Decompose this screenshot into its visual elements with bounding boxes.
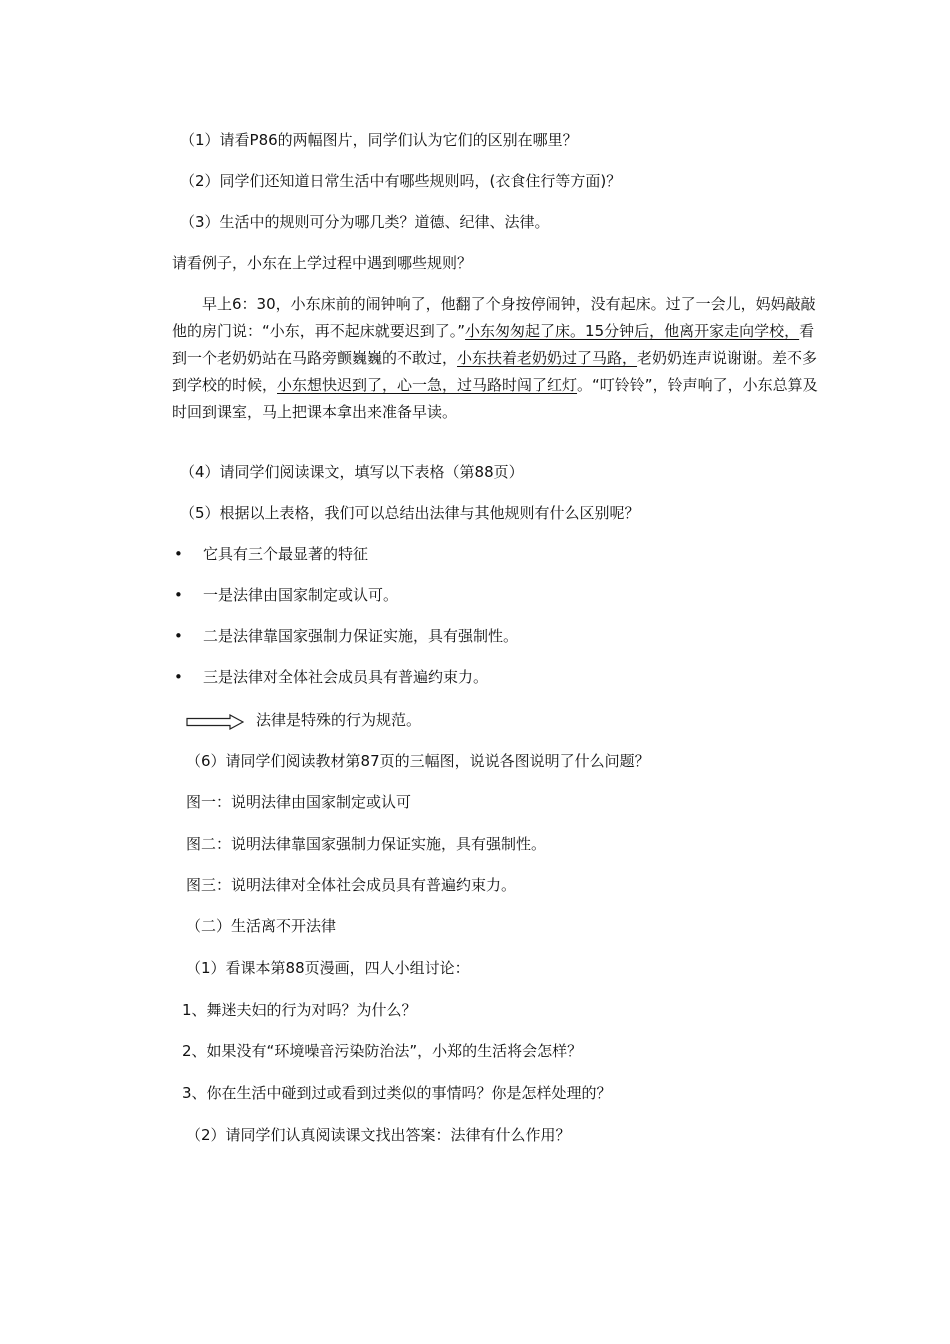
section-2-question-2: （2）请同学们认真阅读课文找出答案：法律有什么作用？ [186,1126,571,1144]
bullet-item: 它具有三个最显著的特征 [203,545,369,563]
story-paragraph [172,291,822,426]
bullet-marker: • [174,586,183,604]
question-3: （3）生活中的规则可分为哪几类？道德、纪律、法律。 [180,213,550,231]
bullet-item: 二是法律靠国家强制力保证实施，具有强制性。 [203,627,519,645]
section-2-heading: （二）生活离不开法律 [186,917,337,935]
bullet-marker: • [174,668,183,686]
story-text-4: 。“叮铃铃”，铃声响了，小东总算及时回到课室，马上把课本拿出来准备早读。 [172,376,818,421]
right-arrow-icon [186,714,244,730]
figure-2-explanation: 图二：说明法律靠国家强制力保证实施，具有强制性。 [186,835,547,853]
discussion-item-1: 1、舞迷夫妇的行为对吗？为什么？ [182,1001,417,1019]
bullet-marker: • [174,627,183,645]
story-underline-3: 小东想快迟到了，心一急，过马路时闯了红灯 [277,376,578,394]
question-2: （2）同学们还知道日常生活中有哪些规则吗，(衣食住行等方面)？ [180,172,622,190]
story-underline-2: 小东扶着老奶奶过了马路， [457,349,638,367]
story-underline-1: 小东匆匆起了床。15分钟后，他离开家走向学校， [465,322,800,340]
bullet-item: 一是法律由国家制定或认可。 [203,586,399,604]
figure-1-explanation: 图一：说明法律由国家制定或认可 [186,793,412,811]
section-2-question-1: （1）看课本第88页漫画，四人小组讨论： [186,959,470,977]
question-5: （5）根据以上表格，我们可以总结出法律与其他规则有什么区别呢？ [180,504,640,522]
question-1: （1）请看P86的两幅图片，同学们认为它们的区别在哪里？ [180,131,578,149]
story-text-3: 老奶奶连声说谢谢。差不多到学校的时候， [172,349,818,394]
figure-3-explanation: 图三：说明法律对全体社会成员具有普遍约束力。 [186,876,517,894]
law-special-note: 法律是特殊的行为规范。 [256,711,422,729]
example-intro: 请看例子，小东在上学过程中遇到哪些规则？ [172,254,473,272]
question-4: （4）请同学们阅读课文，填写以下表格（第88页） [180,463,524,481]
story-text-2: 看到一个老奶奶站在马路旁颤巍巍的不敢过， [172,322,815,367]
question-6: （6）请同学们阅读教材第87页的三幅图，说说各图说明了什么问题？ [186,752,650,770]
discussion-item-3: 3、你在生活中碰到过或看到过类似的事情吗？你是怎样处理的？ [182,1084,612,1102]
story-text-1: 早上6：30，小东床前的闹钟响了，他翻了个身按停闹钟，没有起床。过了一会儿，妈妈敲敲他的房门说：“小东，再不起床就要迟到了。” [172,295,816,340]
bullet-item: 三是法律对全体社会成员具有普遍约束力。 [203,668,489,686]
bullet-marker: • [174,545,183,563]
discussion-item-2: 2、如果没有“环境噪音污染防治法”，小郑的生活将会怎样？ [182,1042,583,1060]
